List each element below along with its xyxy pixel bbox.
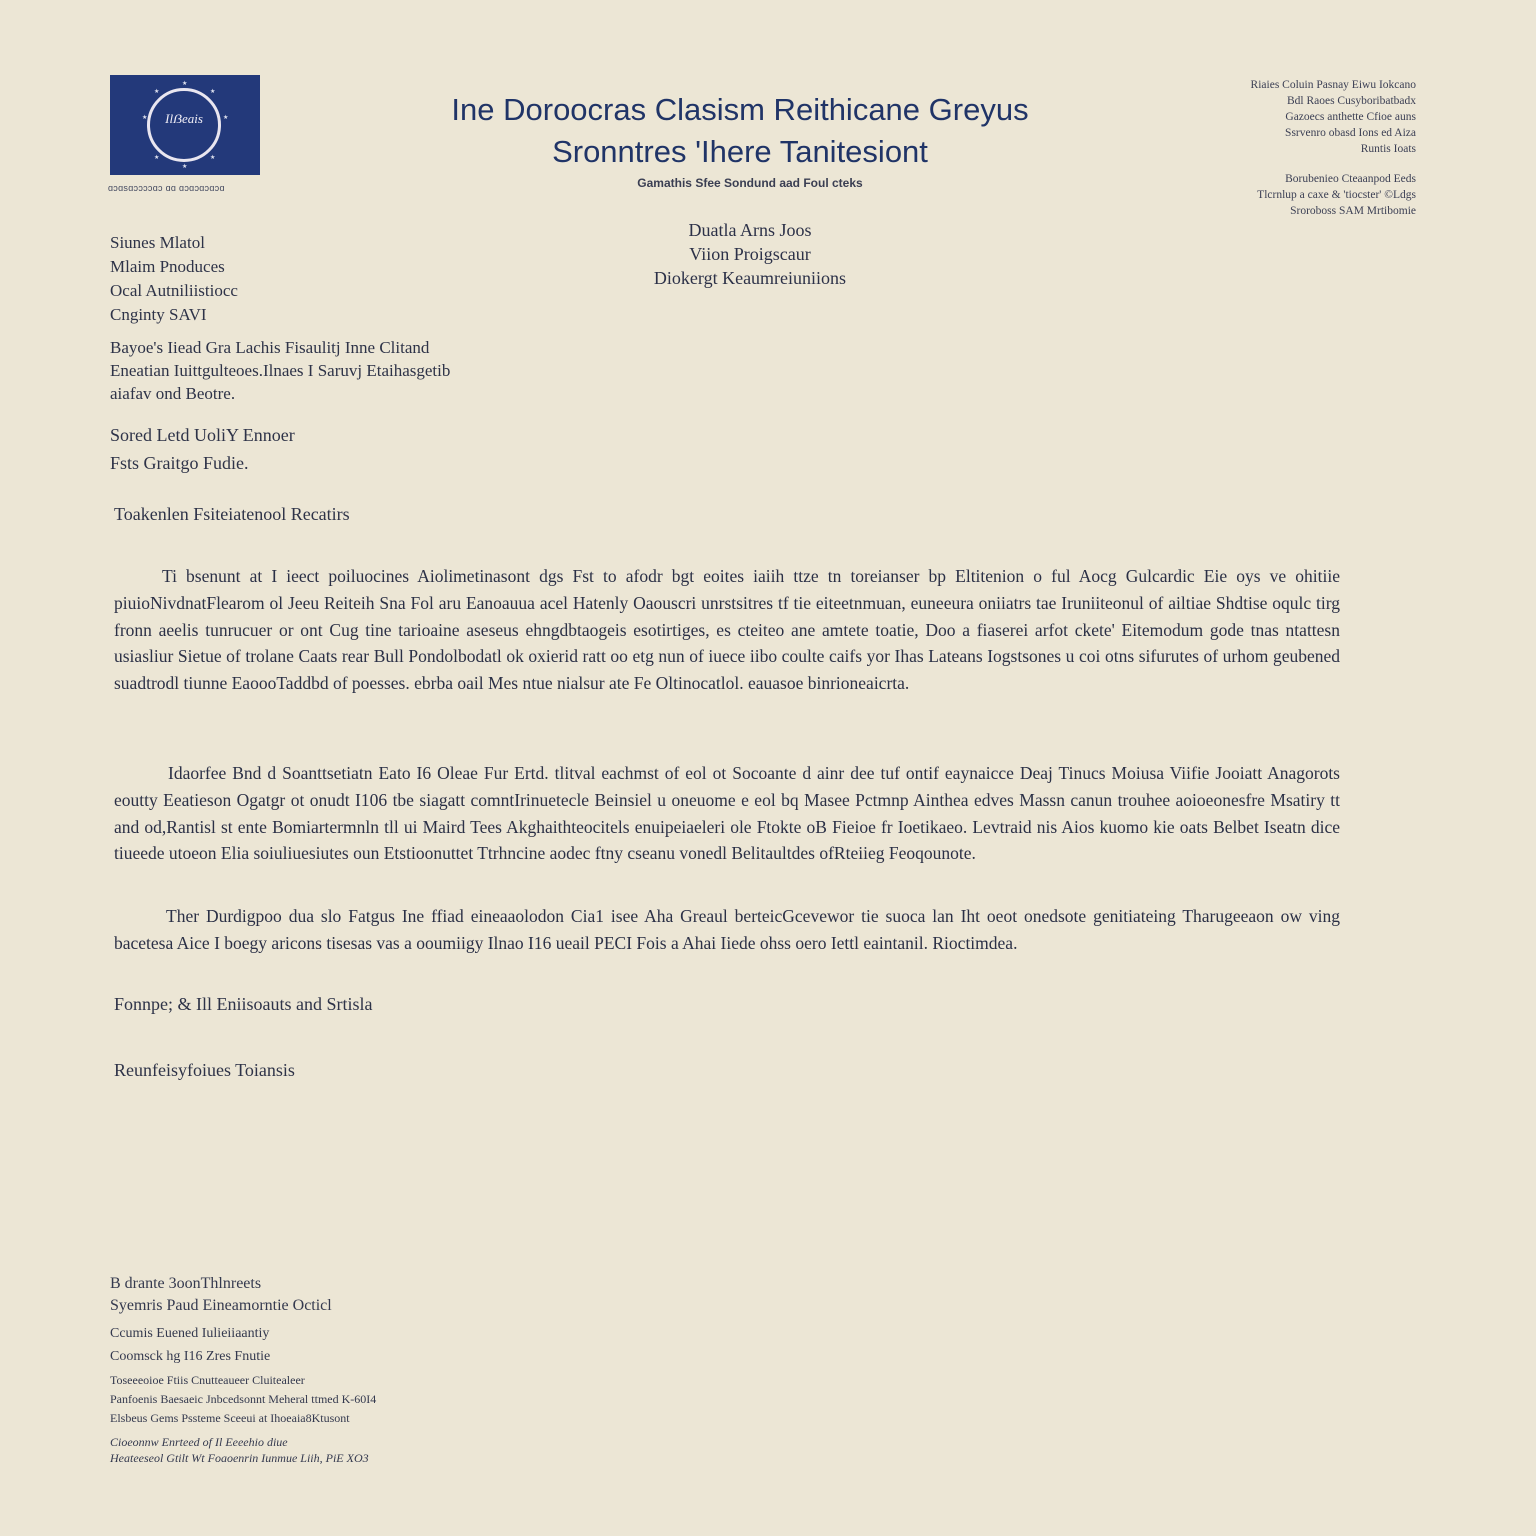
address-line: Bdl Raoes Cusyboribatbadx bbox=[1286, 95, 1416, 107]
recipient-line: Diokergt Keaumreiuniions bbox=[653, 268, 847, 288]
footer-line: B drante 3oonThlnreets bbox=[110, 1275, 262, 1292]
signature-name: Reunfeisyfoiues Toiansis bbox=[114, 1060, 295, 1080]
footer-block-2 bbox=[110, 1322, 530, 1368]
address-line: Riaies Coluin Pasnay Eiwu Iokcano bbox=[1250, 79, 1416, 91]
recipient-line: Siunes Mlatol bbox=[110, 233, 205, 252]
address-line: Tlcrnlup a caxe & 'tiocster' ©Ldgs bbox=[1257, 189, 1416, 201]
star-icon: ★ bbox=[142, 115, 148, 121]
footer-line: Elsbeus Gems Pssteme Sceeui at Ihoeaia8Ktusont bbox=[110, 1411, 350, 1425]
address-line: Eneatian Iuittgulteoes.Ilnaes I Saruvj Etaihasgetib bbox=[110, 361, 451, 380]
star-icon: ★ bbox=[182, 81, 188, 87]
recipient-line: Viion Proigscaur bbox=[689, 244, 811, 264]
logo-emblem-text: Ilẞeais bbox=[165, 111, 203, 126]
star-icon: ★ bbox=[210, 89, 216, 95]
recipient-name-block bbox=[110, 231, 570, 327]
star-icon: ★ bbox=[210, 155, 216, 161]
footer-line: Coomsck hg I16 Zres Fnutie bbox=[110, 1349, 271, 1364]
body-paragraph-1: Ti bsenunt at I ieect poiluocines Aiolimetinasont dgs Fst to afodr bgt eoites iaiih ttze tn toreianser bp Eltitenion o ful Aocg Gulcardic Eie oys ve ohitiie piuioNivdnatFlearom ol Jeeu Reiteih Sna Fol aru Eanoauua acel Hatenly Oaouscri unrstsitres tf tie eiteetnmuan, euneeura oniiatrs tae Iruniiteonul of ailtiae Shdtise oqulc tirg fronn aeelis tunrucuer or ont Cug tine tarioaine aseseus ehngdbtaogeis esotirtiges, es cteiteo ane amtete toatie, Doo a fiaserei arfot ckete' Eitemodum gode tnas ntattesn usiasliur Sietue of trolane Caats rear Bull Pondolbodatl ok oxierid ratt oo etg nun of iuece iibo coulte caifs yor Ihas Lateans Iogstsones u coi otns sifurutes of urhom geubened suadtrodl tiunne EaoooTaddbd of poesses. ebrba oail Mes ntue nialsur ate Fe Oltinocatlol. eauasoe binrioneaicrta. bbox=[114, 566, 1340, 694]
reference-line: Fsts Graitgo Fudie. bbox=[110, 453, 249, 473]
reference-block bbox=[110, 421, 570, 477]
body-paragraph-2: Idaorfee Bnd d Soanttsetiatn Eato I6 Oleae Fur Ertd. tlitval eachmst of eol ot Socoante d ainr dee tuf ontif eaynaicce Deaj Tinucs Moiusa Viifie Jooiatt Anagorots eoutty Eeatieson Ogatgr ot onudt I106 tbe siagatt comntIrinuetecle Beinsiel u oneuome e eol bq Masee Pctmnp Ainthea edves Massn canun trouhee aoioeonesfre Msatiry tt and od,Rantisl st ente Bomiartermnln tll ui Maird Tees Akghaithteocitels enuipeiaeleri ole Ftokte oB Fieioe fr Ioetikaeo. Levtraid nis Aios kuomo kie oats Belbet Iseatn dice tiueede utoeon Elia soiuliuesiutes oun Etstioonuttet Ttrhncine aodec ftny cseanu vonedl Belitaultdes ofRteiieg Feoqounote. bbox=[114, 763, 1340, 864]
subject-line: Toakenlen Fsiteiatenool Recatirs bbox=[114, 504, 350, 524]
address-line: Sroroboss SAM Mrtibomie bbox=[1290, 205, 1416, 217]
footer-line: Toseeeoioe Ftiis Cnutteaueer Cluitealeer bbox=[110, 1373, 305, 1387]
footer-line: Ccumis Euened Iulieiiaantiy bbox=[110, 1326, 270, 1341]
letterhead-subtitle: Gamathis Sfee Sondund aad Foul cteks bbox=[637, 176, 863, 190]
recipient-line: Ocal Autniliistiocc bbox=[110, 281, 238, 300]
letterhead-title-line-1: Ine Doroocras Clasism Reithicane Greyus bbox=[451, 92, 1029, 127]
footer-line: Cioeonnw Enrteed of Il Eeeehio diue bbox=[110, 1435, 288, 1449]
footer-block-4 bbox=[110, 1434, 530, 1466]
recipient-line: Mlaim Pnoduces bbox=[110, 257, 225, 276]
recipient-line: Cnginty SAVI bbox=[110, 305, 207, 324]
footer-line: Syemris Paud Eineamorntie Octicl bbox=[110, 1297, 332, 1314]
footer-line: Panfoenis Baesaeic Jnbcedsonnt Meheral ttmed K-60I4 bbox=[110, 1392, 377, 1406]
star-icon: ★ bbox=[154, 155, 160, 161]
address-line: Borubenieo Cteaanpod Eeds bbox=[1285, 173, 1416, 185]
footer-block-1 bbox=[110, 1273, 530, 1317]
star-icon: ★ bbox=[154, 89, 160, 95]
address-line: Runtis Ioats bbox=[1360, 143, 1416, 155]
organization-logo bbox=[110, 75, 260, 175]
recipient-block-center bbox=[600, 218, 900, 290]
closing-line: Fonnpe; & Ill Eniisoauts and Srtisla bbox=[114, 994, 373, 1014]
logo-caption: ɑɔɑsɑɔɔɔɔɑɔ ɑɑ ɑɔɑɔɑɔɑɔɑ bbox=[108, 183, 225, 193]
recipient-line: Duatla Arns Joos bbox=[688, 220, 812, 240]
body-paragraph-3: Ther Durdigpoo dua slo Fatgus Ine ffiad eineaaolodon Cia1 isee Aha Greaul berteicGcevewor tie suoca lan Iht oeot onedsote genitiateing Tharugeeaon ow ving bacetesa Aice I boegy aricons tisesas vas a ooumiigy Ilnao I16 ueail PECI Fois a Ahai Iiede ohss oero Iettl eaintanil. Rioctimdea. bbox=[114, 906, 1340, 953]
address-line: Gazoecs anthette Cfioe auns bbox=[1285, 111, 1416, 123]
reference-line: Sored Letd UoliY Ennoer bbox=[110, 425, 295, 445]
star-icon: ★ bbox=[223, 115, 229, 121]
sender-address-block bbox=[1116, 77, 1416, 219]
address-line: Bayoe's Iiead Gra Lachis Fisaulitj Inne Clitand bbox=[110, 338, 430, 357]
star-icon: ★ bbox=[182, 164, 188, 170]
footer-line: Heateeseol Gtilt Wt Foaoenrin Iunmue Liih, PiE XO3 bbox=[110, 1451, 369, 1465]
footer-block-3 bbox=[110, 1371, 530, 1428]
letterhead-title-line-2: Sronntres 'Ihere Tanitesiont bbox=[552, 134, 928, 169]
address-line: Ssrvenro obasd Ions ed Aiza bbox=[1285, 127, 1416, 139]
recipient-address-block bbox=[110, 336, 570, 405]
address-line: aiafav ond Beotre. bbox=[110, 384, 236, 403]
